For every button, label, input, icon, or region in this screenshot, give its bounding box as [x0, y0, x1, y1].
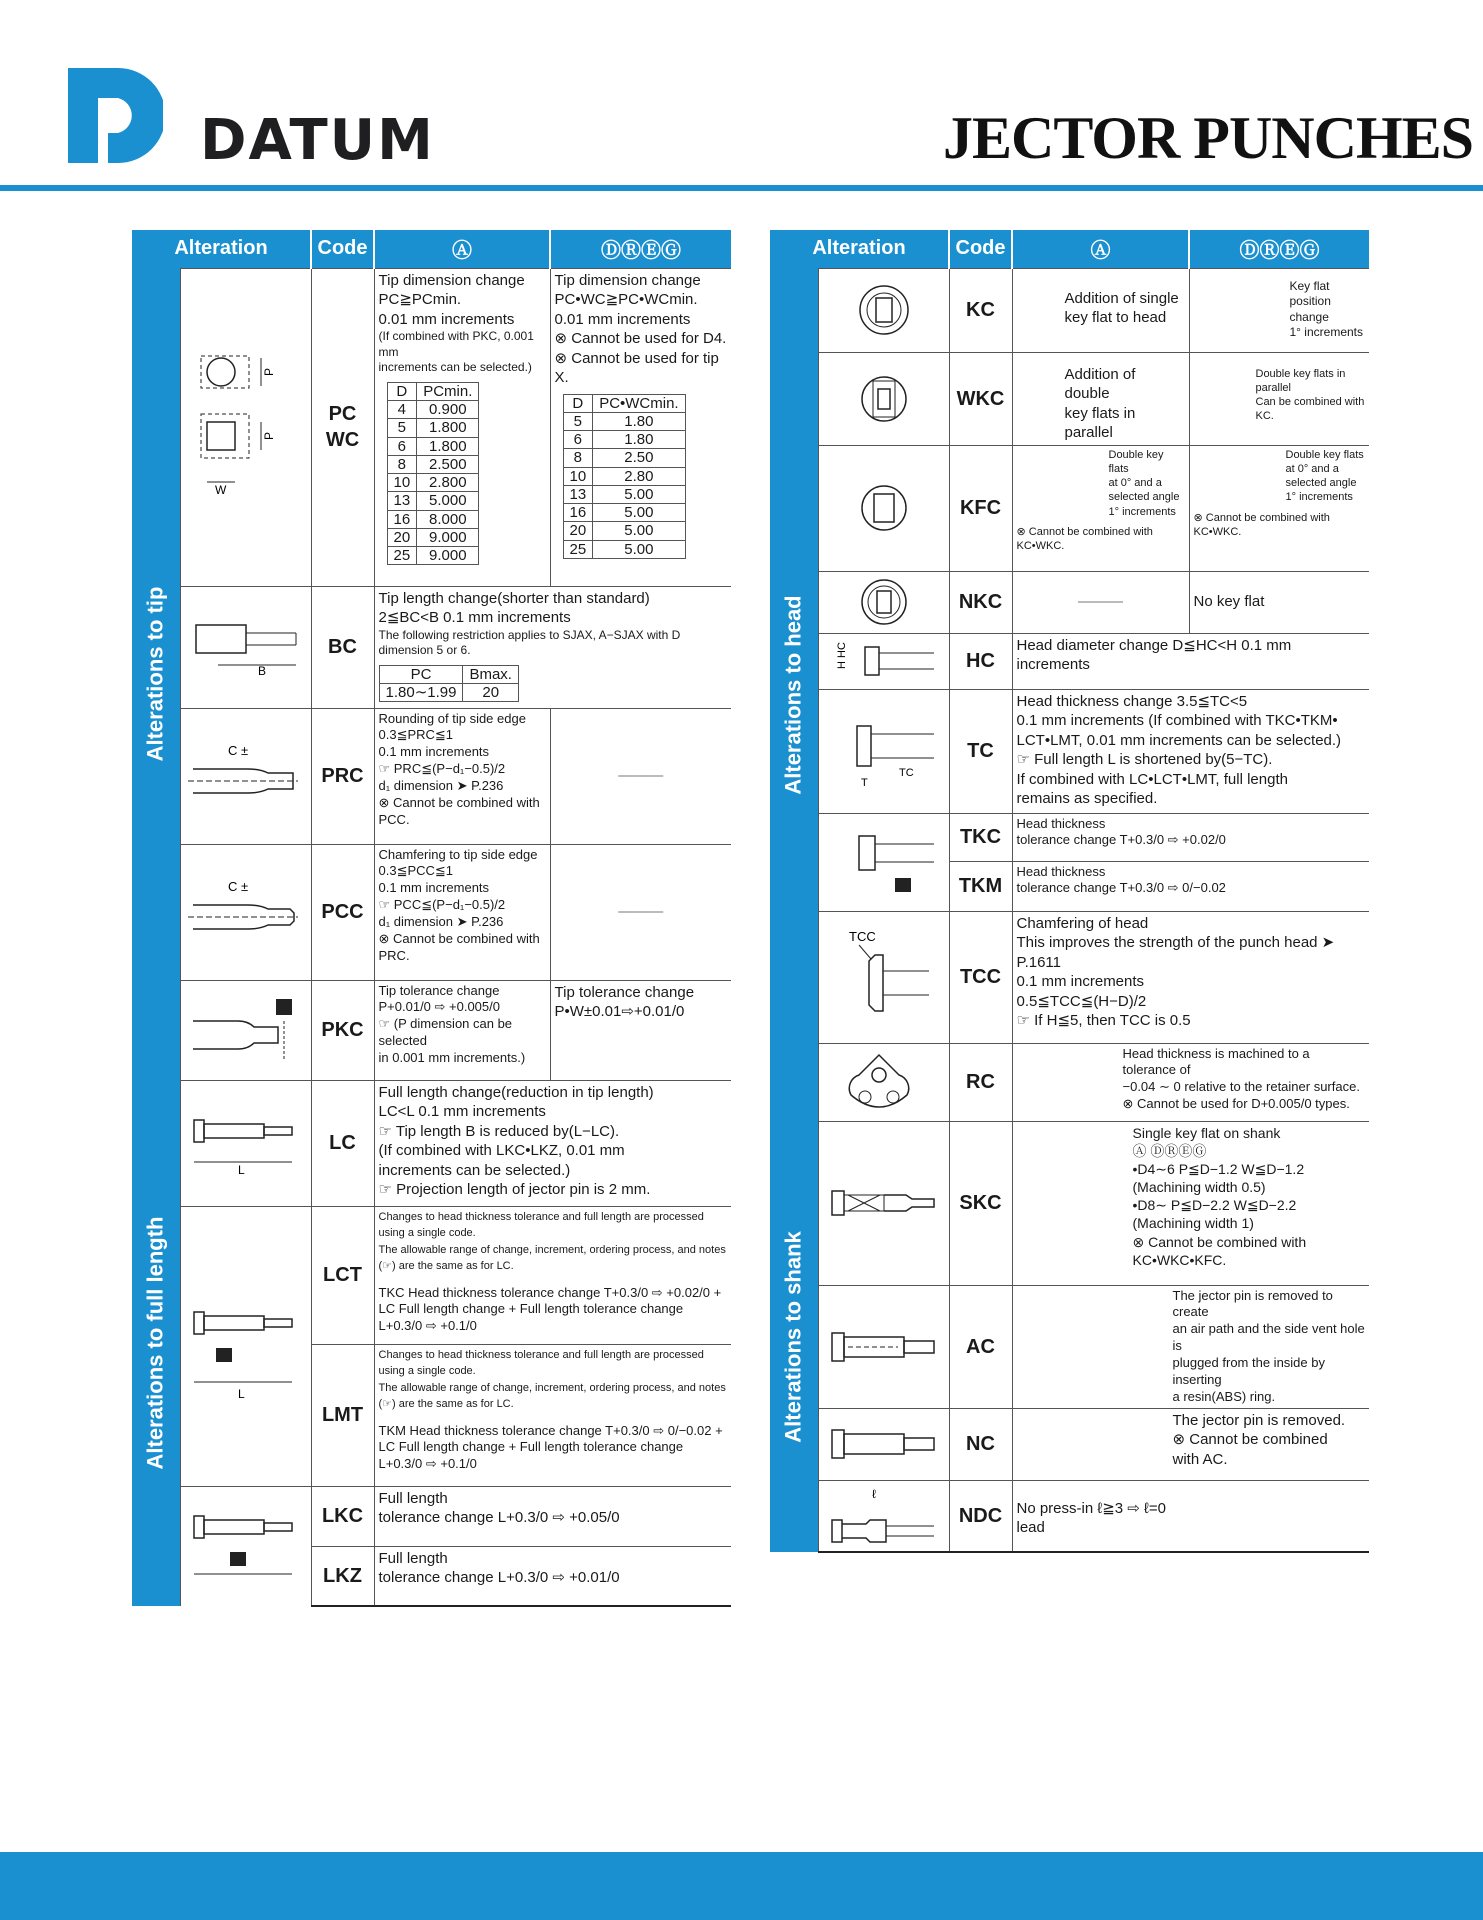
mini-table-row: [563, 485, 685, 503]
code-tcc: TCC: [949, 911, 1012, 1043]
ac-diagram: [818, 1285, 949, 1408]
code-skc: SKC: [949, 1121, 1012, 1285]
code-pcc: PCC: [311, 844, 374, 980]
mini-table-cell: 5: [563, 412, 593, 430]
pkc-diagram: [180, 980, 311, 1080]
nkc-a-desc: ———: [1012, 571, 1189, 633]
mini-table-cell: 10: [563, 467, 593, 485]
lct-desc: Changes to head thickness tolerance and full length are processed using a single code. The allowable range of change, increment, ordering process, and notes (☞) are the same as for LC. TKC Head thickness tolerance change T+0.3/0 ⇨ +0.02/0 + LC Full length change + Full length tolerance change L+0.3/0 ⇨ +0.1/0: [374, 1206, 731, 1344]
kc-dreg-desc: Key flat position change 1° increments: [1189, 268, 1369, 352]
ndc-desc: No press-in ℓ≧3 ⇨ ℓ=0 lead: [1012, 1480, 1369, 1552]
svg-text:H HC: H HC: [835, 642, 848, 669]
mini-table-cell: 20: [563, 522, 593, 540]
svg-text:ℓ: ℓ: [872, 1486, 876, 1501]
mini-table-cell: 25: [563, 540, 593, 558]
wc-dreg-desc: Tip dimension change PC•WC≧PC•WCmin. 0.01 mm increments ⊗ Cannot be used for D4. ⊗ Cannot be used for tip X. D PC•WCmin. 5 1.80 6 1.80 8 2.50 10 2.80 13 5.00 16 5.00 20 5.00 25 5.00: [550, 268, 731, 586]
table-row: [770, 1285, 1369, 1408]
table-row: [132, 708, 731, 844]
table-row: [770, 571, 1369, 633]
kfc-a-desc: Double key flats at 0° and a selected angle 1° increments ⊗ Cannot be combined with KC•WKC.: [1012, 445, 1189, 571]
tc-desc: Head thickness change 3.5≦TC<5 0.1 mm increments (If combined with TKC•TKM• LCT•LMT, 0.01 mm increments can be selected.) ☞ Full length L is shortened by(5−TC). If combined with LC•LCT•LMT, full length remains as specified.: [1012, 689, 1369, 813]
hc-diagram: [818, 633, 949, 689]
mini-table-cell: 2.80: [593, 467, 685, 485]
mini-table-cell: 6: [563, 431, 593, 449]
mini-table-row: [563, 412, 685, 430]
pcc-diagram: [180, 844, 311, 980]
kc-diagram: [818, 268, 949, 352]
wkc-a-desc: Addition of double key flats in parallel: [1012, 352, 1189, 445]
mini-table-cell: 10: [387, 474, 417, 492]
mini-table-cell: 6: [387, 437, 417, 455]
mini-table-header: D: [563, 394, 593, 412]
mini-table-row: [379, 683, 518, 701]
footer-bar: [0, 1852, 1483, 1920]
mini-table-cell: 16: [563, 504, 593, 522]
mini-table-cell: 13: [563, 485, 593, 503]
code-kc: KC: [949, 268, 1012, 352]
code-kfc: KFC: [949, 445, 1012, 571]
code-pkc: PKC: [311, 980, 374, 1080]
mini-table-cell: 5.00: [593, 504, 685, 522]
group-label-full-length: Alterations to full length: [132, 1080, 180, 1606]
mini-table-row: [387, 419, 479, 437]
code-wkc: WKC: [949, 352, 1012, 445]
tkm-desc: Head thickness tolerance change T+0.3/0 ⇨ 0/−0.02: [1012, 861, 1369, 911]
mini-table-cell: 1.80: [593, 412, 685, 430]
mini-table-cell: 5.00: [593, 485, 685, 503]
kc-a-desc: Addition of single key flat to head: [1012, 268, 1189, 352]
svg-text:P: P: [261, 367, 276, 376]
table-row: [132, 268, 731, 586]
mini-table-header: PC: [379, 665, 463, 683]
mini-table-row: [387, 492, 479, 510]
ac-desc: The jector pin is removed to create an air path and the side vent hole is plugged from the inside by inserting a resin(ABS) ring.: [1012, 1285, 1369, 1408]
mini-table-row: [563, 504, 685, 522]
mini-table-header: PCmin.: [417, 382, 479, 400]
tcc-desc: Chamfering of head This improves the strength of the punch head ➤ P.1611 0.1 mm increments 0.5≦TCC≦(H−D)/2 ☞ If H≦5, then TCC is 0.5: [1012, 911, 1369, 1043]
mini-table-cell: 1.800: [417, 419, 479, 437]
table-row: [770, 813, 1369, 861]
table-row: [132, 980, 731, 1080]
wkc-dreg-desc: Double key flats in parallel Can be combined with KC.: [1189, 352, 1369, 445]
tcc-diagram: [818, 911, 949, 1043]
mini-table-cell: 25: [387, 547, 417, 565]
tc-diagram: [818, 689, 949, 813]
mini-table-header: D: [387, 382, 417, 400]
mini-table-cell: 1.80: [593, 431, 685, 449]
bc-max-table: [379, 665, 519, 703]
bc-diagram: [180, 586, 311, 708]
pc-wc-diagram: [180, 268, 311, 586]
prc-dreg-desc: ———: [550, 708, 731, 844]
datum-logo-icon: [68, 68, 163, 163]
kfc-dreg-desc: Double key flats at 0° and a selected angle 1° increments ⊗ Cannot be combined with KC•WKC.: [1189, 445, 1369, 571]
alteration-table-left: [132, 230, 731, 1607]
lct-lmt-diagram: [180, 1206, 311, 1486]
mini-table-row: [387, 437, 479, 455]
code-ndc: NDC: [949, 1480, 1012, 1552]
rc-desc: Head thickness is machined to a tolerance of −0.04 ∼ 0 relative to the retainer surface. ⊗ Cannot be used for D+0.005/0 types.: [1012, 1043, 1369, 1121]
pcc-dreg-desc: ———: [550, 844, 731, 980]
table-row: [132, 586, 731, 708]
svg-text:C ±: C ±: [228, 879, 249, 894]
mini-table-row: [563, 522, 685, 540]
prc-a-desc: Rounding of tip side edge 0.3≦PRC≦1 0.1 mm increments ☞ PRC≦(P−d₁−0.5)/2 d₁ dimension ➤ P.236 ⊗ Cannot be combined with PCC.: [374, 708, 550, 844]
prc-diagram: [180, 708, 311, 844]
col-dreg-type: ⒹⓇⒺⒼ: [1189, 230, 1369, 268]
mini-table-cell: 0.900: [417, 401, 479, 419]
wkc-diagram: [818, 352, 949, 445]
bc-desc: Tip length change(shorter than standard) 2≦BC<B 0.1 mm increments The following restriction applies to SJAX, A−SJAX with D dimension 5 or 6. PC Bmax. 1.80∼1.99 20: [374, 586, 731, 708]
svg-text:L: L: [238, 1163, 245, 1177]
header-rule: [0, 185, 1483, 191]
code-lmt: LMT: [311, 1344, 374, 1486]
code-rc: RC: [949, 1043, 1012, 1121]
svg-text:TCC: TCC: [848, 929, 876, 944]
alteration-table-right: [770, 230, 1369, 1553]
mini-table-row: [387, 510, 479, 528]
table-header-row: [132, 230, 731, 268]
svg-text:W: W: [214, 483, 226, 497]
group-label-tip: Alterations to tip: [132, 268, 180, 1080]
code-prc: PRC: [311, 708, 374, 844]
mini-table-cell: 9.000: [417, 528, 479, 546]
skc-desc: Single key flat on shank Ⓐ ⒹⓇⒺⒼ •D4∼6 P≦D−1.2 W≦D−1.2 (Machining width 0.5) •D8∼ P≦D−2.2 W≦D−2.2 (Machining width 1) ⊗ Cannot be combined with KC•WKC•KFC.: [1012, 1121, 1369, 1285]
svg-text:TC: TC: [898, 767, 914, 779]
svg-text:T: T: [860, 777, 868, 789]
lc-desc: Full length change(reduction in tip length) LC<L 0.1 mm increments ☞ Tip length B is reduced by(L−LC). (If combined with LKC•LKZ, 0.01 mm increments can be selected.) ☞ Projection length of jector pin is 2 mm.: [374, 1080, 731, 1206]
mini-table-row: [387, 455, 479, 473]
nc-diagram: [818, 1408, 949, 1480]
ndc-diagram: [818, 1480, 949, 1552]
mini-table-cell: 2.50: [593, 449, 685, 467]
mini-table-cell: 5.000: [417, 492, 479, 510]
code-nc: NC: [949, 1408, 1012, 1480]
lkc-lkz-diagram: [180, 1486, 311, 1606]
mini-table-cell: 5: [387, 419, 417, 437]
code-lkc: LKC: [311, 1486, 374, 1546]
code-bc: BC: [311, 586, 374, 708]
wc-min-table: [563, 394, 686, 559]
group-label-head: Alterations to head: [770, 268, 818, 1121]
mini-table-cell: 4: [387, 401, 417, 419]
mini-table-header: PC•WCmin.: [593, 394, 685, 412]
table-row: [770, 1121, 1369, 1285]
table-row: [770, 268, 1369, 352]
col-code: Code: [949, 230, 1012, 268]
mini-table-cell: 8: [563, 449, 593, 467]
table-row: [132, 1080, 731, 1206]
mini-table-cell: 2.800: [417, 474, 479, 492]
table-row: [132, 844, 731, 980]
tkc-desc: Head thickness tolerance change T+0.3/0 ⇨ +0.02/0: [1012, 813, 1369, 861]
pc-min-table: [387, 382, 480, 566]
nc-desc: The jector pin is removed. ⊗ Cannot be combined with AC.: [1012, 1408, 1369, 1480]
nkc-dreg-desc: No key flat: [1189, 571, 1369, 633]
col-alteration: Alteration: [770, 230, 949, 268]
pkc-a-desc: Tip tolerance change P+0.01/0 ⇨ +0.005/0 ☞ (P dimension can be selected in 0.001 mm increments.): [374, 980, 550, 1080]
mini-table-cell: 2.500: [417, 455, 479, 473]
col-a-type: Ⓐ: [374, 230, 550, 268]
code-pc-wc: PC WC: [311, 268, 374, 586]
table-row: [770, 1408, 1369, 1480]
table-row: [770, 633, 1369, 689]
svg-text:C ±: C ±: [228, 743, 249, 758]
col-code: Code: [311, 230, 374, 268]
table-row: [770, 445, 1369, 571]
col-a-type: Ⓐ: [1012, 230, 1189, 268]
mini-table-cell: 13: [387, 492, 417, 510]
lmt-desc: Changes to head thickness tolerance and full length are processed using a single code. The allowable range of change, increment, ordering process, and notes (☞) are the same as for LC. TKM Head thickness tolerance change T+0.3/0 ⇨ 0/−0.02 + LC Full length change + Full length tolerance change L+0.3/0 ⇨ +0.1/0: [374, 1344, 731, 1486]
rc-diagram: [818, 1043, 949, 1121]
mini-table-row: [563, 431, 685, 449]
table-row: [132, 1486, 731, 1546]
col-alteration: Alteration: [132, 230, 311, 268]
mini-table-cell: 9.000: [417, 547, 479, 565]
table-row: [770, 911, 1369, 1043]
brand-name: DATUM: [200, 108, 435, 173]
tkc-tkm-diagram: [818, 813, 949, 911]
pc-a-desc: Tip dimension change PC≧PCmin. 0.01 mm increments (If combined with PKC, 0.001 mm increments can be selected.) D PCmin. 4 0.900 5 1.800 6 1.800 8 2.500 10 2.800 13 5.000 16 8.000 20 9.000 25 9.000: [374, 268, 550, 586]
table-row: [770, 1480, 1369, 1552]
pcc-a-desc: Chamfering to tip side edge 0.3≦PCC≦1 0.1 mm increments ☞ PCC≦(P−d₁−0.5)/2 d₁ dimension ➤ P.236 ⊗ Cannot be combined with PRC.: [374, 844, 550, 980]
code-tkc: TKC: [949, 813, 1012, 861]
table-header-row: [770, 230, 1369, 268]
code-hc: HC: [949, 633, 1012, 689]
svg-text:P: P: [261, 431, 276, 440]
lkc-desc: Full length tolerance change L+0.3/0 ⇨ +0.05/0: [374, 1486, 731, 1546]
svg-text:L: L: [238, 1387, 245, 1401]
code-tkm: TKM: [949, 861, 1012, 911]
mini-table-row: [563, 540, 685, 558]
table-row: [770, 1043, 1369, 1121]
mini-table-row: [387, 528, 479, 546]
lkz-desc: Full length tolerance change L+0.3/0 ⇨ +0.01/0: [374, 1546, 731, 1606]
kfc-diagram: [818, 445, 949, 571]
group-label-shank: Alterations to shank: [770, 1121, 818, 1552]
code-tc: TC: [949, 689, 1012, 813]
svg-text:B: B: [258, 664, 267, 677]
code-lct: LCT: [311, 1206, 374, 1344]
nkc-diagram: [818, 571, 949, 633]
lc-diagram: [180, 1080, 311, 1206]
hc-desc: Head diameter change D≦HC<H 0.1 mm increments: [1012, 633, 1369, 689]
mini-table-cell: 5.00: [593, 540, 685, 558]
mini-table-cell: 8.000: [417, 510, 479, 528]
code-lkz: LKZ: [311, 1546, 374, 1606]
mini-table-row: [387, 401, 479, 419]
mini-table-row: [563, 449, 685, 467]
mini-table-cell: 5.00: [593, 522, 685, 540]
mini-table-row: [563, 467, 685, 485]
page-header: [0, 0, 1483, 200]
table-row: [132, 1206, 731, 1344]
skc-diagram: [818, 1121, 949, 1285]
code-lc: LC: [311, 1080, 374, 1206]
mini-table-cell: 1.800: [417, 437, 479, 455]
table-row: [770, 689, 1369, 813]
page-title: JECTOR PUNCHES: [943, 105, 1473, 171]
pkc-dreg-desc: Tip tolerance change P•W±0.01⇨+0.01/0: [550, 980, 731, 1080]
mini-table-cell: 1.80∼1.99: [379, 683, 463, 701]
code-ac: AC: [949, 1285, 1012, 1408]
mini-table-header: Bmax.: [463, 665, 519, 683]
code-nkc: NKC: [949, 571, 1012, 633]
mini-table-cell: 20: [387, 528, 417, 546]
col-dreg-type: ⒹⓇⒺⒼ: [550, 230, 731, 268]
table-row: [770, 352, 1369, 445]
mini-table-cell: 8: [387, 455, 417, 473]
mini-table-cell: 20: [463, 683, 519, 701]
mini-table-row: [387, 547, 479, 565]
mini-table-row: [387, 474, 479, 492]
mini-table-cell: 16: [387, 510, 417, 528]
